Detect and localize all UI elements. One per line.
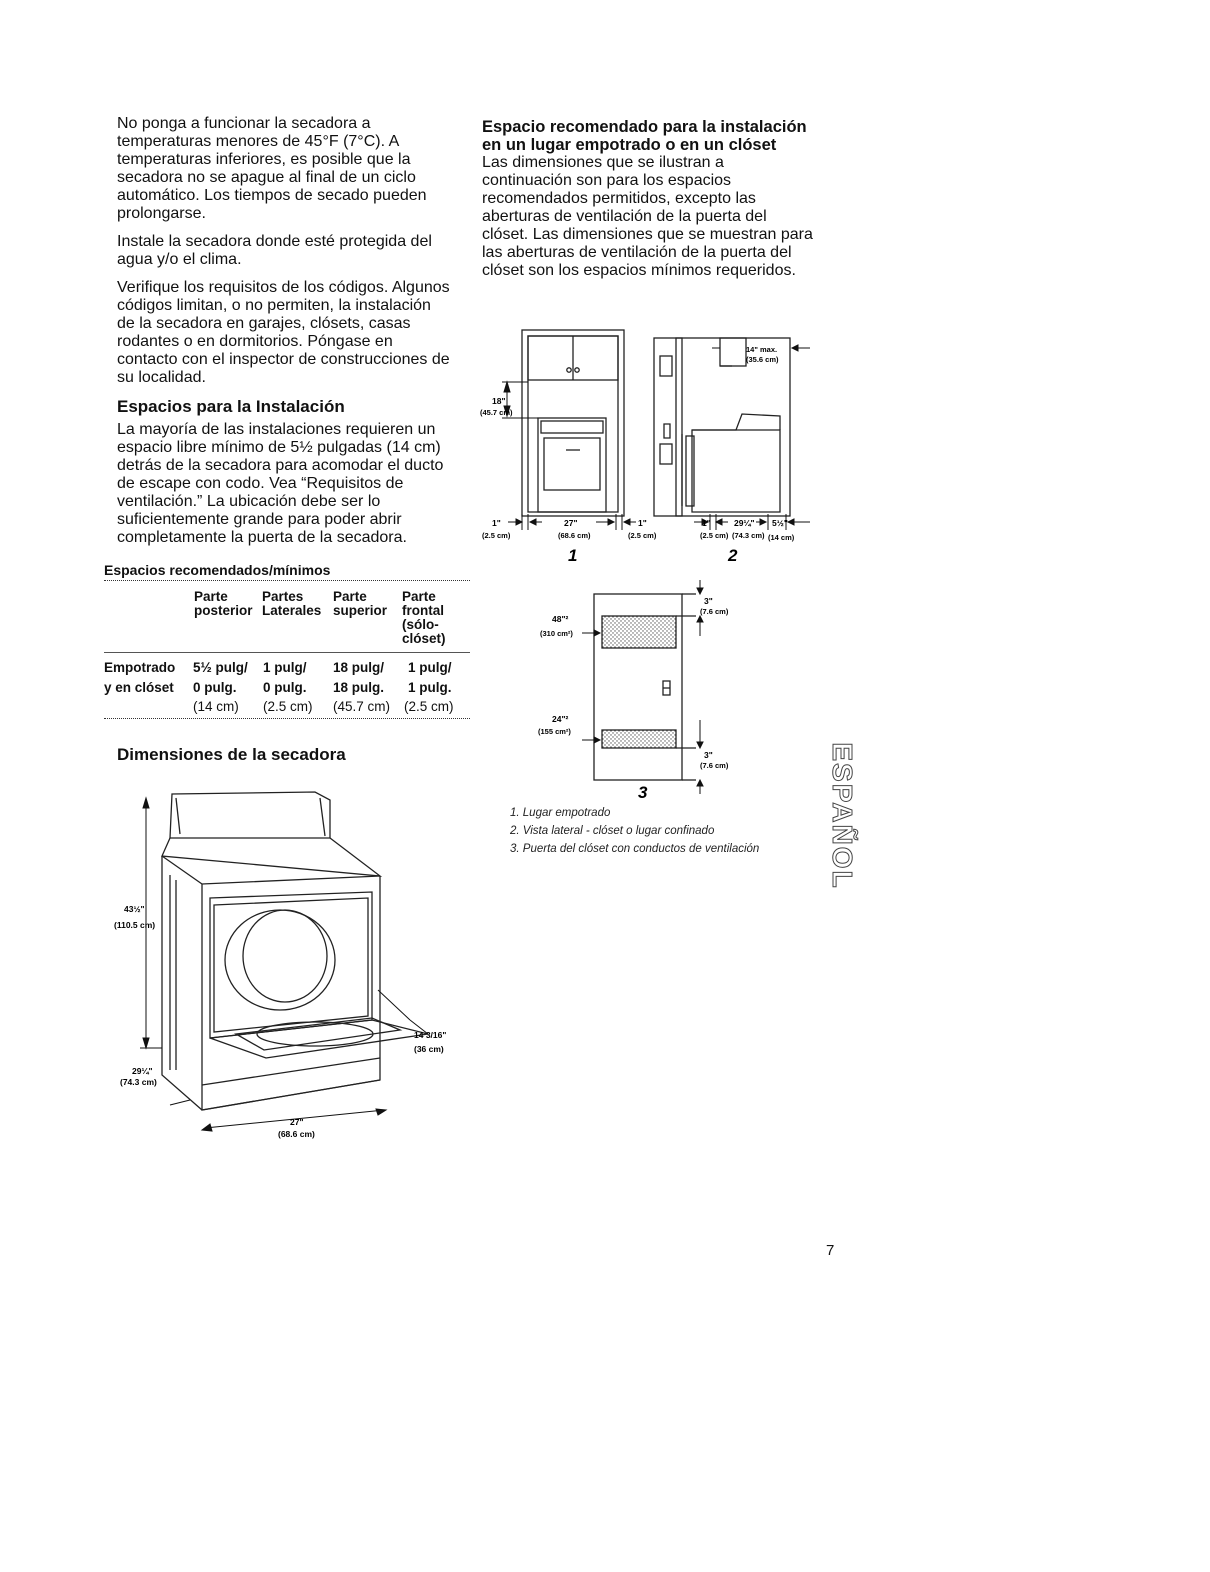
closet-figures-1-2 bbox=[480, 326, 820, 576]
fig3-upper-vent-cm-label: (310 cm²) bbox=[540, 629, 573, 638]
paragraph-temperature: No ponga a funcionar la secadora a temperaturas menores de 45°F (7°C). A temperaturas inferiores, es posible que la secadora no se apague al final de un ciclo automático. Los tiempos de secado pueden prolongarse. bbox=[117, 115, 427, 222]
fig2-depth-cm-label: (74.3 cm) bbox=[732, 531, 765, 540]
fig1-side-label: 1" bbox=[492, 518, 501, 528]
cell-r1-c3: 18 pulg/ bbox=[333, 660, 385, 675]
cell-r3-c4: (2.5 cm) bbox=[404, 699, 454, 714]
cell-r3-c2: (2.5 cm) bbox=[263, 699, 313, 714]
fig2-rear-cm-label: (14 cm) bbox=[768, 533, 795, 542]
fig1-width-label: 27" bbox=[564, 518, 578, 528]
cell-r2-c2: 0 pulg. bbox=[263, 680, 307, 695]
fig2-max-label: 14" max. bbox=[746, 345, 778, 354]
table-divider-bottom bbox=[104, 718, 470, 719]
cell-r2-c3: 18 pulg. bbox=[333, 680, 385, 695]
fig3-number: 3 bbox=[638, 783, 648, 802]
cell-r3-c1: (14 cm) bbox=[193, 699, 239, 714]
dryer-dimensions-figure bbox=[110, 780, 447, 1150]
col-header-top: Parte superior bbox=[333, 589, 388, 618]
fig3-top-gap-cm-label: (7.6 cm) bbox=[700, 607, 729, 616]
fig1-side-cm-label: (2.5 cm) bbox=[482, 531, 511, 540]
paragraph-recessed-dims: Las dimensiones que se ilustran a continuación son para los espacios recomendados permitidos, excepto las aberturas de ventilación de la puerta del clóset. Las dimensiones que se muestran para las aberturas de ventilación de la puerta del clóset son los espacios mínimos requeridos. bbox=[482, 154, 813, 279]
language-label: ESPAÑOL bbox=[827, 742, 858, 890]
fig1-side2-cm-label: (2.5 cm) bbox=[628, 531, 657, 540]
legend-item-2: 2. Vista lateral - clóset o lugar confinado bbox=[510, 825, 715, 837]
dryer-door-cm-label: (36 cm) bbox=[414, 1044, 444, 1054]
cell-r1-c1: 5½ pulg/ bbox=[193, 660, 248, 675]
dryer-height-label: 43½" bbox=[124, 904, 145, 914]
paragraph-codes: Verifique los requisitos de los códigos. Algunos códigos limitan, o no permiten, la instalación de la secadora en garajes, clósets, casas rodantes o en dormitorios. Póngase en contacto con el inspector de construcciones de su localidad. bbox=[117, 279, 450, 386]
cell-r1-c2: 1 pulg/ bbox=[263, 660, 307, 675]
fig3-top-gap-label: 3" bbox=[704, 596, 713, 606]
dryer-height-cm-label: (110.5 cm) bbox=[114, 920, 156, 930]
cell-r2-c4: 1 pulg. bbox=[408, 680, 452, 695]
fig1-top-cm-label: (45.7 cm) bbox=[480, 408, 513, 417]
fig2-max-cm-label: (35.6 cm) bbox=[746, 355, 779, 364]
fig2-depth-label: 29¼" bbox=[734, 518, 755, 528]
fig3-upper-vent-label: 48"² bbox=[552, 614, 569, 624]
right-column bbox=[482, 118, 817, 290]
closet-door-figure-3 bbox=[530, 578, 750, 803]
cell-r3-c3: (45.7 cm) bbox=[333, 699, 391, 714]
legend-item-3: 3. Puerta del clóset con conductos de ventilación bbox=[510, 843, 760, 855]
col-header-sides: Partes Laterales bbox=[262, 589, 322, 618]
row-label-1: Empotrado bbox=[104, 660, 176, 675]
cell-r2-c1: 0 pulg. bbox=[193, 680, 237, 695]
fig2-front-label: 1" bbox=[702, 518, 711, 528]
fig3-bottom-gap-label: 3" bbox=[704, 750, 713, 760]
install-spaces-heading: Espacios para la Instalación bbox=[117, 397, 345, 416]
fig2-front-cm-label: (2.5 cm) bbox=[700, 531, 729, 540]
col-header-rear: Parte posterior bbox=[194, 589, 253, 618]
dryer-width-label: 27" bbox=[290, 1117, 304, 1127]
dryer-width-cm-label: (68.6 cm) bbox=[278, 1129, 315, 1139]
fig1-width-cm-label: (68.6 cm) bbox=[558, 531, 591, 540]
cell-r1-c4: 1 pulg/ bbox=[408, 660, 452, 675]
fig2-rear-label: 5½" bbox=[772, 518, 788, 528]
dryer-door-label: 14 3/16" bbox=[414, 1030, 447, 1040]
fig1-top-label: 18" bbox=[492, 396, 506, 406]
fig3-lower-vent-label: 24"² bbox=[552, 714, 569, 724]
language-side-tab bbox=[824, 718, 860, 918]
left-column bbox=[117, 115, 452, 557]
dryer-depth-cm-label: (74.3 cm) bbox=[120, 1077, 157, 1087]
row-label-2: y en clóset bbox=[104, 680, 174, 695]
paragraph-clearance: La mayoría de las instalaciones requieren un espacio libre mínimo de 5½ pulgadas (14 cm) detrás de la secadora para acomodar el ducto de escape con codo. Vea “Requisitos de ventilación.” La ubicación debe ser lo suficientemente grande para poder abrir completamente la puerta de la secadora. bbox=[117, 421, 444, 546]
fig1-side2-label: 1" bbox=[638, 518, 647, 528]
fig3-bottom-gap-cm-label: (7.6 cm) bbox=[700, 761, 729, 770]
dryer-depth-label: 29¼" bbox=[132, 1066, 153, 1076]
dryer-dimensions-title: Dimensiones de la secadora bbox=[117, 745, 346, 764]
legend-item-1: 1. Lugar empotrado bbox=[510, 807, 611, 819]
fig2-number: 2 bbox=[728, 546, 738, 565]
table-divider-top bbox=[104, 580, 470, 581]
recessed-heading: Espacio recomendado para la instalación en un lugar empotrado o en un clóset bbox=[482, 118, 807, 154]
table-title: Espacios recomendados/mínimos bbox=[104, 562, 331, 578]
table-divider-mid bbox=[104, 652, 470, 653]
paragraph-protection: Instale la secadora donde esté protegida del agua y/o el clima. bbox=[117, 233, 432, 268]
fig1-number: 1 bbox=[568, 546, 578, 565]
page-number: 7 bbox=[826, 1242, 835, 1259]
fig3-lower-vent-cm-label: (155 cm²) bbox=[538, 727, 571, 736]
col-header-front: Parte frontal (sólo-clóset) bbox=[402, 589, 446, 646]
